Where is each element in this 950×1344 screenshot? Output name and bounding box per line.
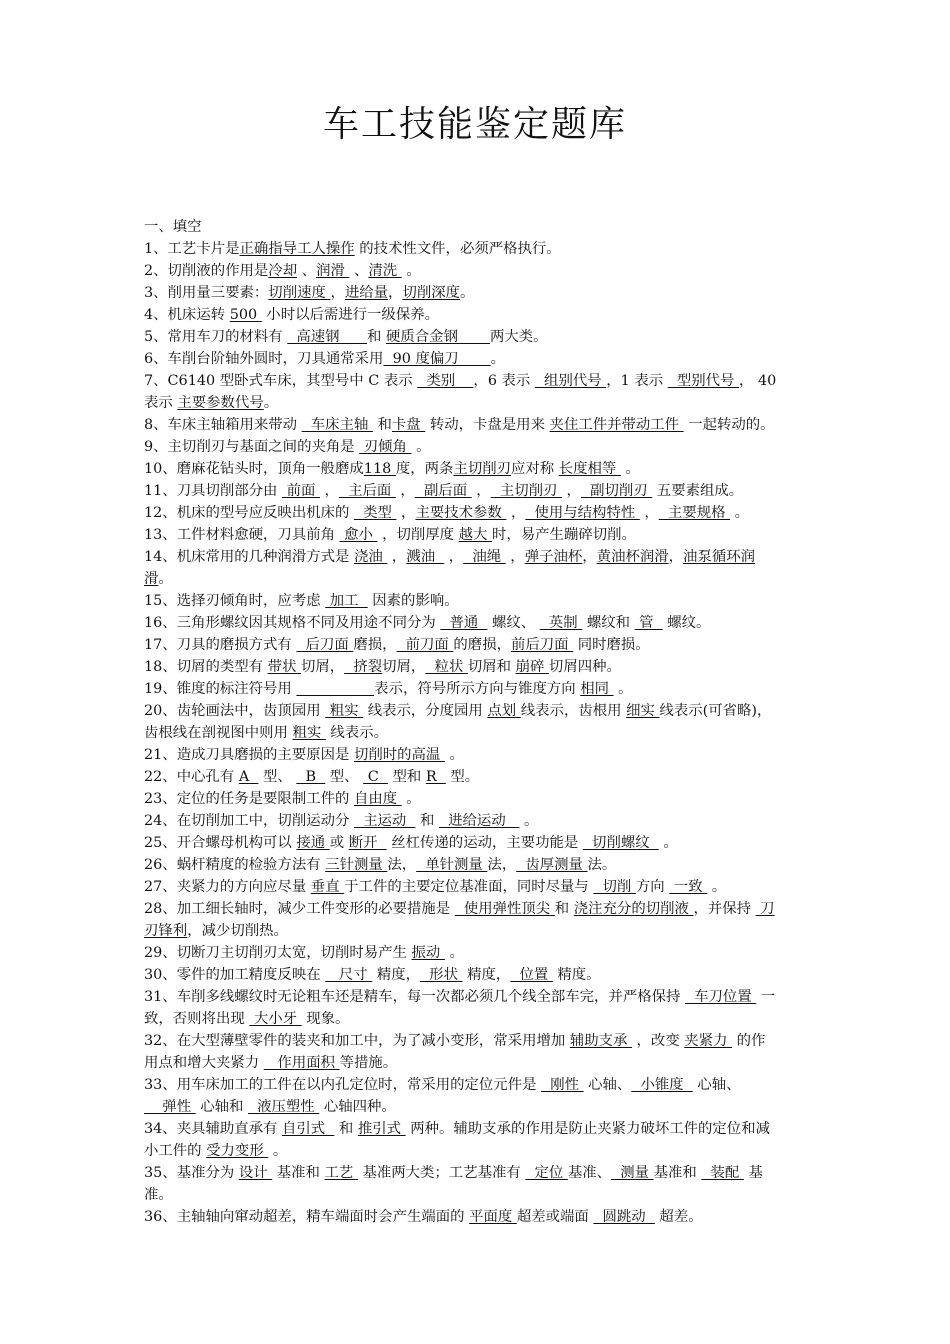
question-text: 致，否则将出现 (144, 1011, 250, 1027)
answer-blank: 振动 (411, 945, 445, 961)
answer-blank: 118 (363, 461, 396, 477)
answer-blank: 设计 (238, 1165, 273, 1181)
question-line (144, 942, 862, 964)
question-text: ，6 表示 (473, 373, 535, 389)
question-text: 基 (743, 1165, 763, 1181)
question-text: 20、齿轮画法中，齿顶园用 (144, 703, 326, 719)
question-text: 切屑， (382, 659, 426, 675)
answer-blank: 硬质合金钢 (386, 329, 490, 345)
question-text: 32、在大型薄壁零件的装夹和加工中，为了减小变形，常采用增加 (144, 1033, 570, 1049)
question-text: ，切削厚度 (377, 527, 459, 543)
answer-blank: 单针测量 (416, 857, 488, 873)
answer-blank: 越大 (458, 527, 492, 543)
answer-blank: 主后面 (338, 483, 396, 499)
answer-blank: 主运动 (353, 813, 416, 829)
answer-blank: 三针测量 (325, 857, 388, 873)
question-text: 3、削用量三要素： (144, 285, 269, 301)
question-line (144, 810, 862, 832)
answer-blank: 正确指导工人操作 (239, 241, 355, 257)
answer-blank: 主切削刃 (453, 461, 511, 477)
question-line (144, 678, 862, 700)
question-text: 型和 (387, 769, 426, 785)
answer-blank: 夹紧力 (684, 1033, 733, 1049)
answer-blank: 使用与结构特性 (525, 505, 640, 521)
question-text: 的作 (732, 1033, 766, 1049)
question-line (144, 986, 862, 1008)
question-text: 。 (444, 945, 464, 961)
answer-blank: 定位 (525, 1165, 568, 1181)
answer-blank: 加工 (325, 593, 368, 609)
question-text: 1、工艺卡片是 (144, 241, 240, 257)
answer-blank: 粗实 (292, 725, 326, 741)
question-text: ，并保持 (693, 901, 756, 917)
question-text: 心轴四种。 (319, 1099, 396, 1115)
answer-blank: 车刀位置 (684, 989, 757, 1005)
question-text: 。 (620, 461, 640, 477)
question-text: 34、夹具辅助直承有 (144, 1121, 283, 1137)
question-text: 精度。 (552, 967, 601, 983)
answer-blank: 崩碎 (515, 659, 549, 675)
question-text: 12、机床的型号应反映出机床的 (144, 505, 354, 521)
answer-blank: 组别代号 (534, 373, 607, 389)
answer-blank: 粒状 (425, 659, 468, 675)
question-line (144, 1008, 862, 1030)
question-text: ，减少切削热。 (187, 923, 288, 939)
question-line (144, 766, 862, 788)
question-line (144, 700, 862, 722)
answer-blank: 切削螺纹 (582, 835, 659, 851)
question-text: 螺纹和 (582, 615, 635, 631)
answer-blank: 自引式 (282, 1121, 335, 1137)
question-text: ，1 表示 (606, 373, 668, 389)
answer-blank: 切削 (593, 879, 636, 895)
answer-blank: 愈小 (339, 527, 378, 543)
answer-blank: 英制 (539, 615, 583, 631)
question-text: 基准和 (272, 1165, 325, 1181)
answer-blank: 型别代号 (667, 373, 739, 389)
question-line (144, 414, 862, 436)
question-text: 线表示，分度园用 (363, 703, 488, 719)
question-text: ， (506, 505, 526, 521)
question-text: 小时以后需进行一级保养。 (261, 307, 439, 323)
answer-blank: 粗实 (325, 703, 364, 719)
question-text: 精度， (462, 967, 511, 983)
question-line (144, 612, 862, 634)
question-line (144, 480, 862, 502)
question-line (144, 1162, 862, 1184)
answer-blank: 类别 (417, 373, 474, 389)
answer-blank: 圆跳动 (593, 1209, 655, 1225)
answer-blank: A (238, 769, 259, 785)
question-text: 9、主切削刃与基面之间的夹角是 (144, 439, 360, 455)
question-text: 螺纹。 (662, 615, 711, 631)
question-line (144, 458, 862, 480)
question-text: 和 (367, 329, 386, 345)
question-text: 用点和增大夹紧力 (144, 1055, 264, 1071)
question-text: 6、车削台阶轴外圆时，刀具通常采用 (144, 351, 384, 367)
question-text: 21、造成刀具磨损的主要原因是 (144, 747, 354, 763)
question-text: 和 (554, 901, 574, 917)
question-text: 的技术性文件，必须严格执行。 (354, 241, 561, 257)
question-text: 等措施。 (339, 1055, 398, 1071)
question-text: 28、加工细长轴时，减少工件变形的必要措施是 (144, 901, 455, 917)
question-text: 法， (487, 857, 517, 873)
answer-blank: 点划 (487, 703, 521, 719)
question-line (144, 1206, 862, 1228)
question-line (144, 546, 862, 568)
question-text: ， (387, 549, 407, 565)
answer-blank: 作用面积 (263, 1055, 340, 1071)
question-line (144, 568, 862, 590)
question-text: 16、三角形螺纹因其规格不同及用途不同分为 (144, 615, 441, 631)
question-line (144, 1140, 862, 1162)
question-line (144, 876, 862, 898)
question-text: 型、 (325, 769, 364, 785)
answer-blank: 挤裂 (344, 659, 383, 675)
answer-blank: 副切削刃 (580, 483, 653, 499)
answer-blank: 带状 (267, 659, 301, 675)
question-line (144, 832, 862, 854)
answer-blank: 刃锋利 (144, 923, 188, 939)
question-line (144, 722, 862, 744)
answer-blank: 500 (229, 307, 262, 323)
answer-blank: 黄油杯润滑 (596, 549, 669, 565)
question-line (144, 392, 862, 414)
answer-blank: 浇注充分的切削液 (573, 901, 694, 917)
question-line (144, 1030, 862, 1052)
answer-blank: 弹子油杯 (524, 549, 583, 565)
question-line (144, 370, 862, 392)
answer-blank: 接通 (296, 835, 330, 851)
question-text: 35、基准分为 (144, 1165, 239, 1181)
question-text: 转动，卡盘是用来 (425, 417, 550, 433)
question-text: 17、刀具的磨损方式有 (144, 637, 297, 653)
answer-blank: 滑 (144, 571, 159, 587)
answer-blank: B (296, 769, 326, 785)
answer-blank: 清洗 (368, 263, 402, 279)
question-text: 。 (401, 791, 421, 807)
answer-blank: 断开 (348, 835, 387, 851)
question-text: 超差。 (654, 1209, 703, 1225)
answer-blank: 车床主轴 (301, 417, 373, 433)
question-line (144, 854, 862, 876)
answer-blank: 液压塑性 (247, 1099, 320, 1115)
question-text: 精度， (372, 967, 421, 983)
question-text: 5、常用车刀的材料有 (144, 329, 288, 345)
answer-blank: 平面度 (469, 1209, 517, 1225)
question-text: 法。 (587, 857, 617, 873)
question-text: 线表示，齿根用 (520, 703, 627, 719)
question-text: 。 (658, 835, 678, 851)
question-line (144, 590, 862, 612)
question-text: ， 40 (738, 373, 777, 389)
question-text: 。 (158, 571, 173, 587)
question-text: 2、切削液的作用是 (144, 263, 269, 279)
answer-blank: 主要规格 (658, 505, 731, 521)
question-line (144, 656, 862, 678)
question-text: 的磨损， (453, 637, 511, 653)
answer-blank: 润滑 (316, 263, 350, 279)
question-text: 。 (268, 1143, 288, 1159)
question-text: 。 (707, 879, 727, 895)
question-text: 型。 (445, 769, 480, 785)
question-text: 法， (387, 857, 417, 873)
answer-blank: 类型 (353, 505, 397, 521)
answer-blank: 垂直 (310, 879, 345, 895)
question-text: ， (471, 483, 491, 499)
question-text: 和 (334, 1121, 358, 1137)
answer-blank: 装配 (701, 1165, 744, 1181)
question-line (144, 744, 862, 766)
question-text: 齿根线在剖视图中则用 (144, 725, 293, 741)
question-text: 切屑四种。 (548, 659, 621, 675)
question-text: 22、中心孔有 (144, 769, 239, 785)
question-text: 29、切断刀主切削刃太宽，切削时易产生 (144, 945, 412, 961)
question-text: 表示 (144, 395, 178, 411)
question-text: 一起转动的。 (683, 417, 775, 433)
question-text: 磨损， (353, 637, 397, 653)
answer-blank: 刚性 (541, 1077, 584, 1093)
answer-blank: 高速钢 (287, 329, 368, 345)
question-text: 表示，符号所示方向与锥度方向 (374, 681, 581, 697)
question-list (144, 216, 862, 1228)
question-line (144, 1074, 862, 1096)
answer-blank: 尺寸 (325, 967, 373, 983)
question-text: 准。 (144, 1187, 173, 1203)
question-line (144, 260, 862, 282)
question-text: 心轴、 (692, 1077, 741, 1093)
answer-blank: 弹性 (144, 1099, 196, 1115)
question-text: 、 (349, 263, 369, 279)
question-text: 23、定位的任务是要限制工件的 (144, 791, 354, 807)
answer-blank: 卡盘 (391, 417, 426, 433)
answer-blank: 油绳 (463, 549, 506, 565)
question-text: 。 (519, 813, 539, 829)
question-text: 螺纹、 (487, 615, 540, 631)
question-text: 33、用车床加工的工件在以内孔定位时，常采用的定位元件是 (144, 1077, 542, 1093)
question-line (144, 1096, 862, 1118)
question-text: 。 (730, 505, 750, 521)
question-text: 15、选择刃倾角时，应考虑 (144, 593, 326, 609)
answer-blank: 切削深度 (402, 285, 461, 301)
question-line (144, 238, 862, 260)
answer-blank (296, 681, 374, 697)
answer-blank: 副后面 (414, 483, 472, 499)
question-text: 。 (401, 263, 421, 279)
question-text: 和 (415, 813, 439, 829)
question-text: 两种。辅助支承的作用是防止夹紧力破坏工件的定位和减 (405, 1121, 770, 1137)
question-text: 线表示。 (325, 725, 388, 741)
question-text: 因素的影响。 (367, 593, 459, 609)
question-line (144, 502, 862, 524)
question-line (144, 436, 862, 458)
question-text: ， (330, 285, 345, 301)
answer-blank: 冷却 (268, 263, 298, 279)
answer-blank: 切削速度 (268, 285, 331, 301)
question-text: 7、C6140 型卧式车床，其型号中 C 表示 (144, 373, 418, 389)
question-text: 切屑和 (467, 659, 516, 675)
question-text: 10、磨麻花钻头时，顶角一般磨成 (144, 461, 364, 477)
question-text: 同时磨损。 (573, 637, 650, 653)
question-text: 度，两条 (395, 461, 454, 477)
question-text: 4、机床运转 (144, 307, 230, 323)
question-text: 基准、 (567, 1165, 612, 1181)
question-text: 。 (411, 439, 431, 455)
answer-blank: 主切削刃 (490, 483, 562, 499)
question-text: 24、在切削加工中，切削运动分 (144, 813, 354, 829)
answer-blank: 受力变形 (206, 1143, 269, 1159)
question-text: ， (388, 285, 403, 301)
question-line (144, 348, 862, 370)
question-text: ， (582, 549, 597, 565)
answer-blank: 浇油 (353, 549, 388, 565)
question-text: ， (396, 505, 416, 521)
question-text: 线表示(可省略)， (659, 703, 772, 719)
question-text: 36、主轴轴向窜动超差，精车端面时会产生端面的 (144, 1209, 470, 1225)
answer-blank: R (425, 769, 446, 785)
question-text: 心轴、 (583, 1077, 632, 1093)
answer-blank: 长度相等 (558, 461, 621, 477)
question-line (144, 1184, 862, 1206)
question-text: ，改变 (631, 1033, 685, 1049)
question-line (144, 964, 862, 986)
question-line (144, 1052, 862, 1074)
answer-blank: 形状 (420, 967, 463, 983)
answer-blank: 进给运动 (439, 813, 520, 829)
question-line (144, 304, 862, 326)
answer-blank: 自由度 (353, 791, 402, 807)
answer-blank: 一致 (669, 879, 708, 895)
question-text: 25、开合螺母机构可以 (144, 835, 297, 851)
answer-blank: 90 度偏刀 (383, 351, 491, 367)
answer-blank: 使用弹性顶尖 (454, 901, 555, 917)
question-text: 31、车削多线螺纹时无论粗车还是精车，每一次都必须几个线全部车完，并严格保持 (144, 989, 685, 1005)
question-text: 13、工件材料愈硬，刀具前角 (144, 527, 340, 543)
question-text: 26、蜗杆精度的检验方法有 (144, 857, 326, 873)
page-title: 车工技能鉴定题库 (322, 104, 627, 145)
question-text: 应对称 (511, 461, 559, 477)
section-heading (144, 216, 862, 238)
question-text: 。 (490, 351, 506, 367)
answer-blank: 小锥度 (631, 1077, 693, 1093)
answer-blank: 前后刀面 (510, 637, 574, 653)
question-text: 方向 (635, 879, 670, 895)
answer-blank: 刃倾角 (359, 439, 412, 455)
question-line (144, 788, 862, 810)
answer-blank: 进给量 (344, 285, 389, 301)
question-text: 8、车床主轴箱用来带动 (144, 417, 302, 433)
question-text: 时，易产生蹦碎切削。 (491, 527, 636, 543)
question-text: 30、零件的加工精度反映在 (144, 967, 326, 983)
answer-blank: 刀 (755, 901, 775, 917)
answer-blank: 主要参数代号 (177, 395, 264, 411)
answer-blank: 主要技术参数 (415, 505, 507, 521)
question-text: 型、 (258, 769, 297, 785)
question-text: 。 (460, 285, 475, 301)
question-text: 基准和 (653, 1165, 702, 1181)
answer-blank: 溅油 (406, 549, 445, 565)
question-text: 。 (444, 747, 464, 763)
question-text: 27、夹紧力的方向应尽量 (144, 879, 311, 895)
question-text: 19、锥度的标注符号用 (144, 681, 297, 697)
question-text: 丝杠传递的运动，主要功能是 (386, 835, 583, 851)
question-line (144, 920, 862, 942)
question-text: 、 (297, 263, 317, 279)
question-text: 一 (756, 989, 776, 1005)
question-text: 心轴和 (195, 1099, 248, 1115)
question-text: 18、切屑的类型有 (144, 659, 268, 675)
question-text: 一、填空 (144, 219, 202, 235)
question-text: ， (561, 483, 581, 499)
question-text: 和 (372, 417, 392, 433)
question-text: 两大类。 (489, 329, 548, 345)
answer-blank: 前刀面 (396, 637, 454, 653)
question-text: ， (639, 505, 659, 521)
question-text: ， (319, 483, 339, 499)
answer-blank: 夹住工件并带动工件 (549, 417, 684, 433)
answer-blank: 前面 (282, 483, 320, 499)
answer-blank: 齿厚测量 (516, 857, 588, 873)
question-text: 现象。 (301, 1011, 350, 1027)
question-text: ， (505, 549, 525, 565)
answer-blank: 相同 (580, 681, 614, 697)
answer-blank: 后刀面 (296, 637, 354, 653)
question-text: 。 (613, 681, 633, 697)
question-text: 切屑， (300, 659, 345, 675)
question-line (144, 1118, 862, 1140)
question-line (144, 282, 862, 304)
question-text: ， (444, 549, 464, 565)
answer-blank: 工艺 (324, 1165, 358, 1181)
question-text: ， (668, 549, 684, 565)
question-line (144, 524, 862, 546)
question-text: 超差或端面 (516, 1209, 594, 1225)
question-text: 基准两大类；工艺基准有 (357, 1165, 526, 1181)
answer-blank: 辅助支承 (569, 1033, 632, 1049)
question-line (144, 634, 862, 656)
answer-blank: 普通 (440, 615, 488, 631)
answer-blank: 管 (634, 615, 663, 631)
answer-blank: 位置 (510, 967, 553, 983)
question-text: 于工件的主要定位基准面，同时尽量与 (344, 879, 594, 895)
answer-blank: 测量 (611, 1165, 654, 1181)
answer-blank: 油泵循环润 (683, 549, 756, 565)
answer-blank: 细实 (626, 703, 660, 719)
question-line (144, 326, 862, 348)
answer-blank: 大小牙 (249, 1011, 302, 1027)
question-text: 或 (329, 835, 349, 851)
question-text: 五要素组成。 (652, 483, 744, 499)
answer-blank: 推引式 (357, 1121, 406, 1137)
question-text: 。 (263, 395, 279, 411)
answer-blank: 切削时的高温 (353, 747, 445, 763)
question-text: 小工件的 (144, 1143, 207, 1159)
answer-blank: C (363, 769, 388, 785)
question-line (144, 898, 862, 920)
question-text: ， (395, 483, 415, 499)
question-text: 14、机床常用的几种润滑方式是 (144, 549, 354, 565)
question-text: 11、刀具切削部分由 (144, 483, 283, 499)
